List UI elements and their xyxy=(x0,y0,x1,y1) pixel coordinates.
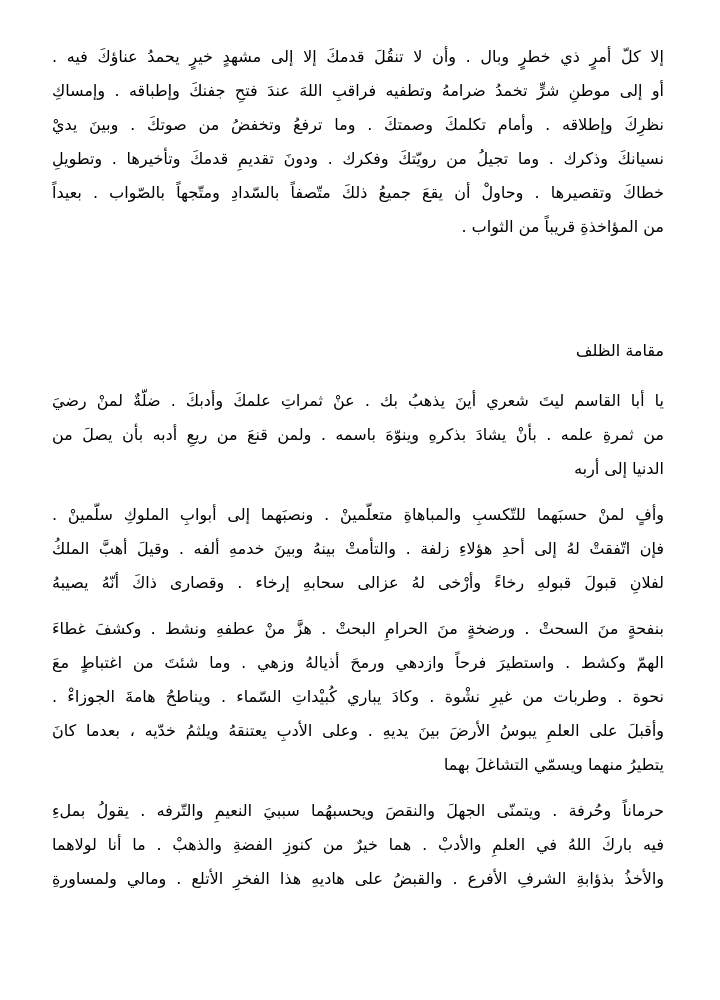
text-line: من ثمرةِ علمه . بأنْ يشادَ بذكرهِ وينوّهَ باسمه . ولمن قنعَ من ريعِ أدبه بأن يصلَ من xyxy=(52,425,664,444)
text-line: من المؤاخذةِ قريباً من الثواب . xyxy=(461,217,664,236)
text-line: أو إلى موطنِ شرٍّ تخمدُ ضرامهُ وتطفيه فراقبِ اللهَ عندَ فتحِ جفنكَ وإطباقه . وإمساكِ xyxy=(52,81,664,100)
text-line: يتطيرُ منهما ويسمّي التشاغلَ بهما xyxy=(443,755,664,774)
paragraph-3 xyxy=(52,612,664,782)
text-line: بنفحةٍ منَ السحتْ . ورضخةٍ منَ الحرامِ البحتْ . هزَّ منْ عطفهِ ونشط . وكشفَ غطاءَ xyxy=(52,619,664,638)
paragraph-intro xyxy=(52,40,664,244)
text-line: وأفٍ لمنْ حسبَهما للتّكسبِ والمباهاةِ متعلّمينْ . ونصبَهما إلى أبوابِ الملوكِ سلّمينْ . xyxy=(52,505,664,524)
section-heading: مقامة الظلف xyxy=(575,341,664,360)
text-line: إلا كلّ أمرٍ ذي خطرٍ وبال . وأن لا تنقُلَ قدمكَ إلا إلى مشهدٍ خيرٍ يحمدُ عناؤكَ فيه . xyxy=(52,47,664,66)
text-line: نظرِكَ وإطلاقه . وأمام تكلمكَ وصمتكَ . وما ترفعُ وتخفضُ من صوتكَ . وبينَ يديْ xyxy=(52,115,664,134)
text-line: يا أبا القاسم ليتَ شعري أينَ يذهبُ بك . عنْ ثمراتِ علمكَ وأدبكَ . ضلّةٌ لمنْ رضيَ xyxy=(52,391,664,410)
text-line: لفلانِ قبولَ قبولهِ رخاءً وأرْخى لهُ عزالى سحابهِ إرخاء . وقصارى ذاكَ أنّهُ يصيبهُ xyxy=(52,573,664,592)
text-line: نحوة . وطربات من غيرِ نشْوة . وكادَ يباري كُبيْداتِ السّماء . ويناطحُ هامةَ الجوزاءْ . xyxy=(52,687,664,706)
text-line: فإن اتّفقتْ لهُ إلى أحدِ هؤلاءِ زلفة . والتأمتْ بينهُ وبينَ خدمهِ ألفه . وقيلَ أهبَّ الملكُ xyxy=(52,539,664,558)
paragraph-2 xyxy=(52,498,664,600)
text-line: حرماناً وحُرفة . ويتمنّى الجهلَ والنقصَ ويحسبهُما سببيَ النعيمِ والتّرفه . يقولُ بملءِ xyxy=(52,801,664,820)
text-line: الهمّ وكشط . واستطيرَ فرحاً وازدهي ورمحَ أذيالهُ وزهي . وما شئتَ من اغتباطٍ معَ xyxy=(52,653,664,672)
text-line: خطاكَ وتقصيرها . وحاولْ أن يقعَ جميعُ ذلكَ متّصفاً بالسّدادِ ومتّجهاً بالصّواب . بعيداً xyxy=(52,183,664,202)
text-line: الدنيا إلى أربه xyxy=(574,459,664,478)
text-line: والأخذُ بذؤابةِ الشرفِ الأفرع . والقبضُ على هاديهِ هذا الفخرِ الأتلع . ومالي ولمساورةِ xyxy=(52,869,664,888)
text-line: نسيانكَ وذكرك . وما تجيلُ من رويّتكَ وفكرك . ودونَ تقديمِ قدمكَ وتأخيرها . وتطويلِ xyxy=(52,149,664,168)
text-line: وأقبلَ على العلمِ يبوسُ الأرضَ بينَ يديهِ . وعلى الأدبِ يعتنقهُ ويلثمُ خدّيه ، بعدما كانَ xyxy=(52,721,664,740)
text-line: فيه باركَ اللهُ في العلمِ والأدبْ . هما خيرٌ من كنوزِ الفضةِ والذهبْ . ما أنا لولاهما xyxy=(52,835,664,854)
paragraph-1 xyxy=(52,384,664,486)
paragraph-4 xyxy=(52,794,664,896)
